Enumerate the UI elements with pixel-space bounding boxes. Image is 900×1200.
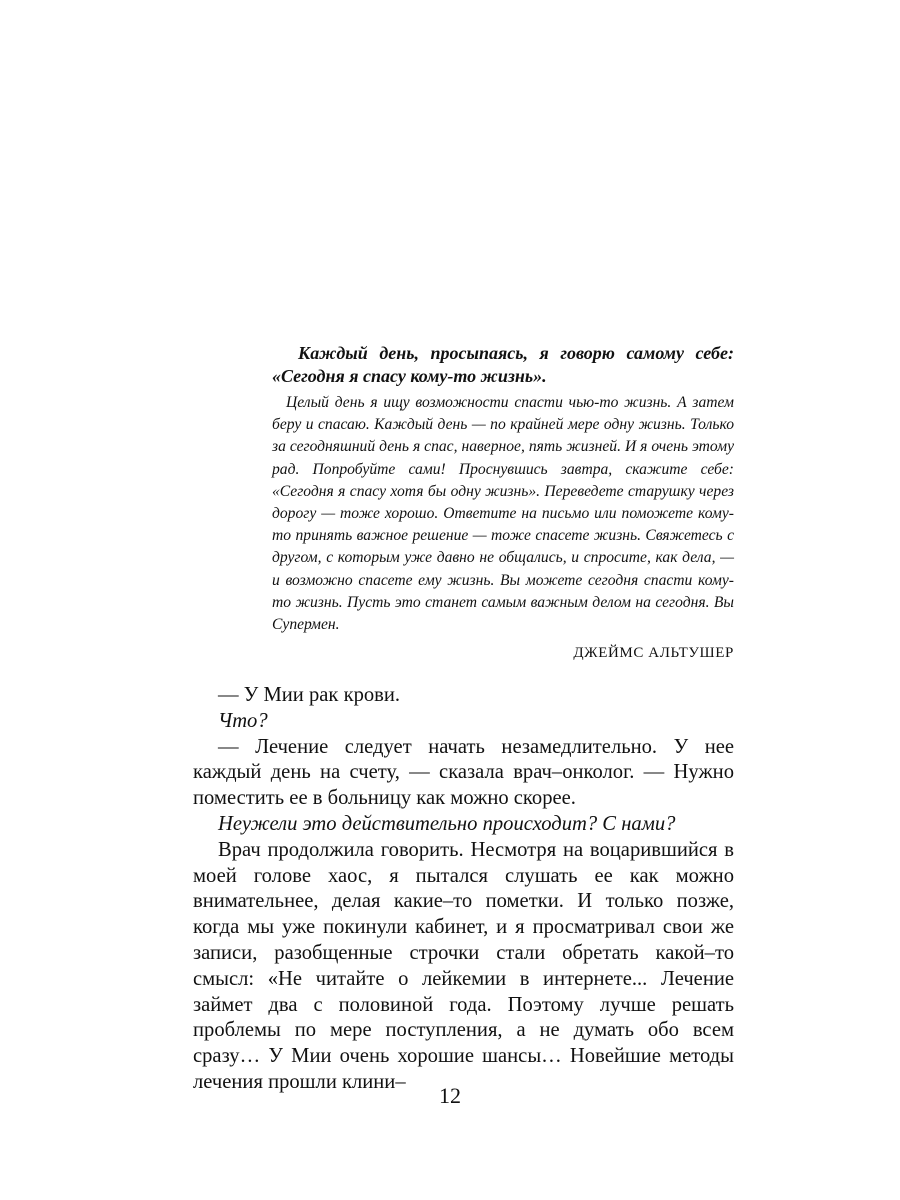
paragraph: Неужели это действительно происходит? С нами? bbox=[218, 812, 676, 835]
epigraph-body: Целый день я ищу возможности спасти чью-то жизнь. А затем беру и спасаю. Каждый день — по крайней мере одну жизнь. Только за сегодняшний день я спас, наверное, пять жизней. И я очень этому рад. Попробуйте сами! Проснувшись завтра, скажите себе: «Сегодня я спасу хотя бы одну жизнь». Переведете старушку через дорогу — тоже хорошо. Ответите на письмо или поможете кому-то принять важное решение — тоже спасете жизнь. Свяжетесь с другом, с которым уже давно не общались, и спросите, как дела, — и возможно спасете ему жизнь. Вы можете сегодня спасти кому-то жизнь. Пусть это станет самым важным делом на сегодня. Вы Супермен. bbox=[272, 394, 734, 634]
epigraph-lead: Каждый день, просыпаясь, я говорю самому себе: «Сегодня я спасу кому-то жизнь». bbox=[272, 343, 734, 386]
paragraph: — Лечение следует начать незамедлительно. У нее каждый день на счету, — сказала врач–онколог. — Нужно поместить ее в больницу как можно скорее. bbox=[193, 735, 734, 810]
main-text bbox=[193, 683, 734, 1096]
epigraph-author: ДЖЕЙМС АЛЬТУШЕР bbox=[573, 645, 734, 662]
page-number: 12 bbox=[439, 1083, 461, 1108]
paragraph: — У Мии рак крови. bbox=[218, 684, 401, 706]
paragraph: Что? bbox=[218, 709, 268, 732]
epigraph bbox=[272, 342, 734, 662]
paragraph: Врач продолжила говорить. Несмотря на воцарившийся в моей голове хаос, я пытался слушать ее как можно внимательнее, делая какие–то пометки. И только позже, когда мы уже покинули кабинет, и я просматривал свои же записи, разобщенные строчки стали обретать какой–то смысл: «Не читайте о лейкемии в интернете... Лечение займет два с половиной года. Поэтому лучше решать проблемы по мере поступления, а не думать обо всем сразу… У Мии очень хорошие шансы… Новейшие методы лечения прошли клини– bbox=[193, 838, 734, 1093]
